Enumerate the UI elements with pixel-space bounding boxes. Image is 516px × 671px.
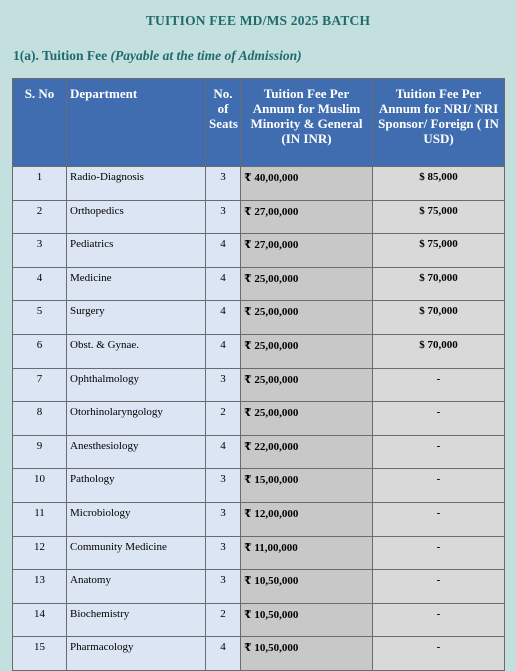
cell-fee-usd: $ 70,000	[373, 267, 505, 301]
cell-seats: 3	[206, 502, 241, 536]
cell-fee-inr: ₹ 40,00,000	[241, 167, 373, 201]
table-row	[13, 570, 505, 604]
table-row	[13, 167, 505, 201]
cell-seats: 3	[206, 200, 241, 234]
cell-department: Pathology	[67, 469, 206, 503]
cell-department: Microbiology	[67, 502, 206, 536]
cell-fee-usd: $ 85,000	[373, 167, 505, 201]
cell-fee-inr: ₹ 27,00,000	[241, 200, 373, 234]
cell-seats: 3	[206, 368, 241, 402]
cell-fee-inr: ₹ 25,00,000	[241, 368, 373, 402]
header-sno: S. No	[13, 79, 67, 167]
table-body	[13, 167, 505, 671]
cell-fee-inr: ₹ 27,00,000	[241, 234, 373, 268]
cell-sno: 6	[13, 334, 67, 368]
table-row	[13, 603, 505, 637]
cell-sno: 11	[13, 502, 67, 536]
header-fee-usd: Tuition Fee Per Annum for NRI/ NRI Sponsor/ Foreign ( IN USD)	[373, 79, 505, 167]
cell-seats: 2	[206, 402, 241, 436]
cell-fee-usd: $ 75,000	[373, 234, 505, 268]
cell-seats: 4	[206, 267, 241, 301]
cell-seats: 4	[206, 334, 241, 368]
cell-fee-usd: -	[373, 469, 505, 503]
table-row	[13, 234, 505, 268]
cell-fee-inr: ₹ 25,00,000	[241, 301, 373, 335]
header-seats: No. of Seats	[206, 79, 241, 167]
table-row	[13, 402, 505, 436]
table-row	[13, 502, 505, 536]
cell-fee-usd: $ 75,000	[373, 200, 505, 234]
cell-fee-inr: ₹ 25,00,000	[241, 334, 373, 368]
cell-fee-inr: ₹ 25,00,000	[241, 267, 373, 301]
cell-sno: 1	[13, 167, 67, 201]
cell-sno: 13	[13, 570, 67, 604]
cell-fee-usd: -	[373, 570, 505, 604]
cell-seats: 4	[206, 234, 241, 268]
table-row	[13, 200, 505, 234]
cell-fee-inr: ₹ 11,00,000	[241, 536, 373, 570]
cell-sno: 8	[13, 402, 67, 436]
cell-sno: 12	[13, 536, 67, 570]
cell-fee-inr: ₹ 10,50,000	[241, 570, 373, 604]
table-row	[13, 267, 505, 301]
page-title: TUITION FEE MD/MS 2025 BATCH	[145, 13, 371, 28]
table-row	[13, 368, 505, 402]
cell-seats: 4	[206, 637, 241, 671]
cell-seats: 4	[206, 435, 241, 469]
table-row	[13, 435, 505, 469]
cell-fee-usd: $ 70,000	[373, 301, 505, 335]
cell-department: Pediatrics	[67, 234, 206, 268]
cell-department: Medicine	[67, 267, 206, 301]
cell-seats: 3	[206, 167, 241, 201]
cell-fee-usd: -	[373, 402, 505, 436]
cell-fee-inr: ₹ 25,00,000	[241, 402, 373, 436]
cell-department: Obst. & Gynae.	[67, 334, 206, 368]
cell-sno: 4	[13, 267, 67, 301]
cell-fee-usd: -	[373, 603, 505, 637]
cell-department: Surgery	[67, 301, 206, 335]
cell-fee-usd: -	[373, 368, 505, 402]
cell-seats: 2	[206, 603, 241, 637]
cell-sno: 5	[13, 301, 67, 335]
cell-fee-inr: ₹ 10,50,000	[241, 603, 373, 637]
cell-fee-inr: ₹ 12,00,000	[241, 502, 373, 536]
cell-department: Pharmacology	[67, 637, 206, 671]
cell-sno: 15	[13, 637, 67, 671]
cell-department: Anatomy	[67, 570, 206, 604]
table-row	[13, 536, 505, 570]
cell-department: Anesthesiology	[67, 435, 206, 469]
cell-sno: 7	[13, 368, 67, 402]
table-row	[13, 469, 505, 503]
cell-fee-usd: -	[373, 502, 505, 536]
cell-fee-usd: -	[373, 435, 505, 469]
section-label: 1(a). Tuition Fee	[13, 48, 111, 63]
cell-sno: 3	[13, 234, 67, 268]
table-header-row	[13, 79, 505, 167]
table-row	[13, 334, 505, 368]
cell-fee-usd: $ 70,000	[373, 334, 505, 368]
cell-fee-inr: ₹ 22,00,000	[241, 435, 373, 469]
header-department: Department	[67, 79, 206, 167]
cell-department: Otorhinolaryngology	[67, 402, 206, 436]
table-row	[13, 301, 505, 335]
section-heading	[13, 48, 302, 64]
cell-sno: 9	[13, 435, 67, 469]
cell-department: Community Medicine	[67, 536, 206, 570]
cell-fee-inr: ₹ 10,50,000	[241, 637, 373, 671]
cell-department: Radio-Diagnosis	[67, 167, 206, 201]
table-row	[13, 637, 505, 671]
cell-department: Biochemistry	[67, 603, 206, 637]
cell-seats: 3	[206, 469, 241, 503]
cell-fee-usd: -	[373, 536, 505, 570]
cell-department: Orthopedics	[67, 200, 206, 234]
cell-seats: 3	[206, 570, 241, 604]
header-fee-inr: Tuition Fee Per Annum for Muslim Minority & General (IN INR)	[241, 79, 373, 167]
section-note: (Payable at the time of Admission)	[110, 48, 302, 63]
cell-sno: 10	[13, 469, 67, 503]
cell-department: Ophthalmology	[67, 368, 206, 402]
cell-sno: 14	[13, 603, 67, 637]
cell-seats: 4	[206, 301, 241, 335]
tuition-fee-table	[12, 78, 505, 671]
cell-fee-usd: -	[373, 637, 505, 671]
cell-seats: 3	[206, 536, 241, 570]
cell-sno: 2	[13, 200, 67, 234]
cell-fee-inr: ₹ 15,00,000	[241, 469, 373, 503]
